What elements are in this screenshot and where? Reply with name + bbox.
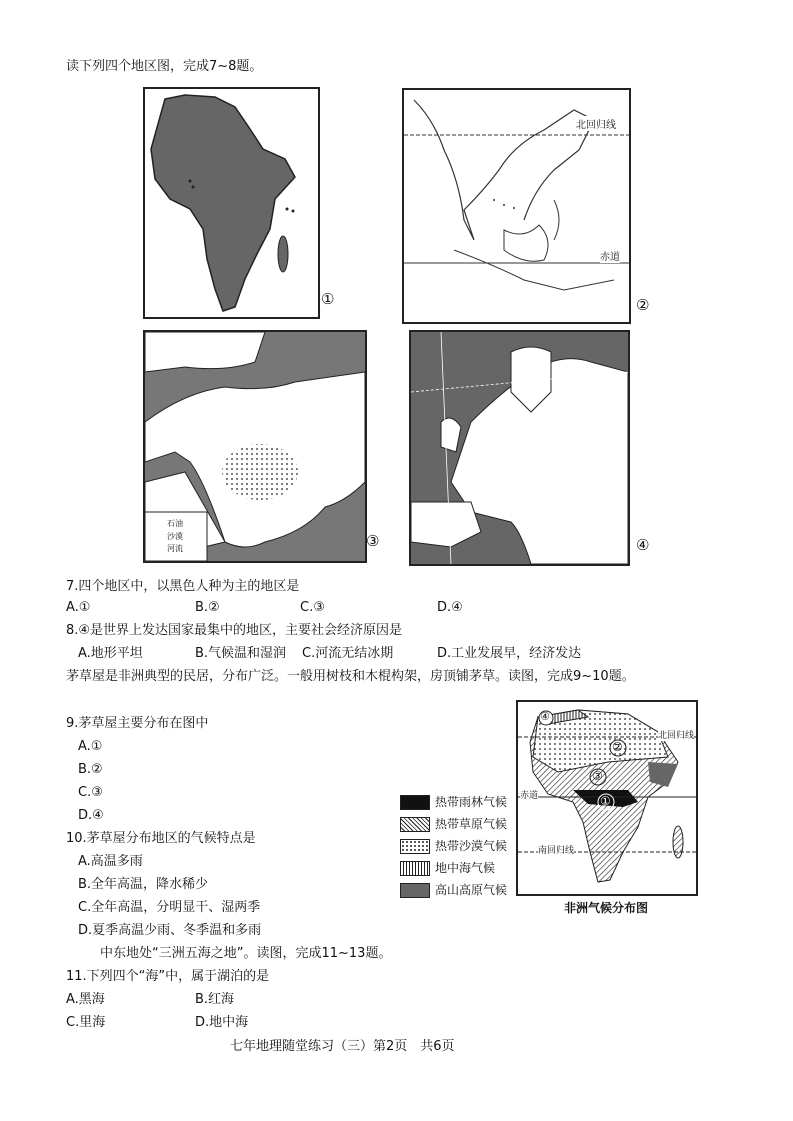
africa-label-2: ② [612,740,623,754]
q8-option-d[interactable]: D.工业发展早，经济发达 [437,646,582,661]
map3-number: ③ [366,532,380,550]
q8-stem: 8.④是世界上发达国家最集中的地区，主要社会经济原因是 [66,623,403,638]
map-africa-climate [516,700,698,896]
intro-9-10: 茅草屋是非洲典型的民居，分布广泛。一般用树枝和木棍构架，房顶铺茅草。读图，完成9~10题。 [66,669,635,684]
legend-desert: 沙漠 [167,532,183,541]
q10-option-a[interactable]: A.高温多雨 [78,854,143,869]
q9-option-d[interactable]: D.④ [78,808,104,823]
map-southeast-asia [402,88,631,324]
q9-stem: 9.茅草屋主要分布在图中 [66,716,209,731]
q11-option-c[interactable]: C.里海 [66,1015,106,1030]
q9-option-c[interactable]: C.③ [78,785,103,800]
q11-option-a[interactable]: A.黑海 [66,992,105,1007]
africa-label-4: ④ [540,710,550,723]
q7-option-c[interactable]: C.③ [300,600,325,615]
q7-option-b[interactable]: B.② [195,600,220,615]
q7-stem: 7.四个地区中，以黑色人种为主的地区是 [66,579,300,594]
legend-mediterranean: 地中海气候 [400,859,495,875]
q7-option-d[interactable]: D.④ [437,600,463,615]
legend-savanna: 热带草原气候 [400,815,507,831]
map1-number: ① [321,290,335,308]
africa-label-3: ③ [592,769,603,783]
page-footer: 七年地理随堂练习（三）第2页 共6页 [230,1039,455,1054]
africa-tropic-label: 北回归线 [658,728,694,741]
africa-equator-label: 赤道 [520,788,538,801]
q8-option-c[interactable]: C.河流无结冰期 [302,646,394,661]
q11-option-d[interactable]: D.地中海 [195,1015,249,1030]
q8-option-b[interactable]: B.气候温和湿润 [195,646,287,661]
q9-option-a[interactable]: A.① [78,739,103,754]
legend-rainforest: 热带雨林气候 [400,793,507,809]
q11-stem: 11.下列四个“海”中，属于湖泊的是 [66,969,270,984]
q11-option-b[interactable]: B.红海 [195,992,235,1007]
africa-label-1: ① [600,794,611,808]
q10-option-d[interactable]: D.夏季高温少雨、冬季温和多雨 [78,923,262,938]
map-middle-east [143,330,367,563]
legend-desert-climate: 热带沙漠气候 [400,837,507,853]
q10-stem: 10.茅草屋分布地区的气候特点是 [66,831,256,846]
q10-option-c[interactable]: C.全年高温，分明显干、湿两季 [78,900,261,915]
map-europe [409,330,630,566]
intro-7-8: 读下列四个地区图，完成7~8题。 [66,59,263,74]
africa-map-title: 非洲气候分布图 [564,901,649,915]
legend-river: 河流 [167,544,183,553]
q7-option-a[interactable]: A.① [66,600,91,615]
africa-s-tropic-label: 南回归线 [538,843,574,856]
q9-option-b[interactable]: B.② [78,762,103,777]
q10-option-b[interactable]: B.全年高温，降水稀少 [78,877,209,892]
q8-option-a[interactable]: A.地形平坦 [78,646,143,661]
intro-11-13: 中东地处“三洲五海之地”。读图，完成11~13题。 [100,946,392,961]
map-africa [143,87,320,319]
equator-label: 赤道 [600,248,620,263]
map4-number: ④ [636,536,650,554]
legend-oil: 石油 [167,519,183,528]
tropic-label: 北回归线 [576,116,616,131]
map2-number: ② [636,296,650,314]
legend-highland: 高山高原气候 [400,881,507,897]
